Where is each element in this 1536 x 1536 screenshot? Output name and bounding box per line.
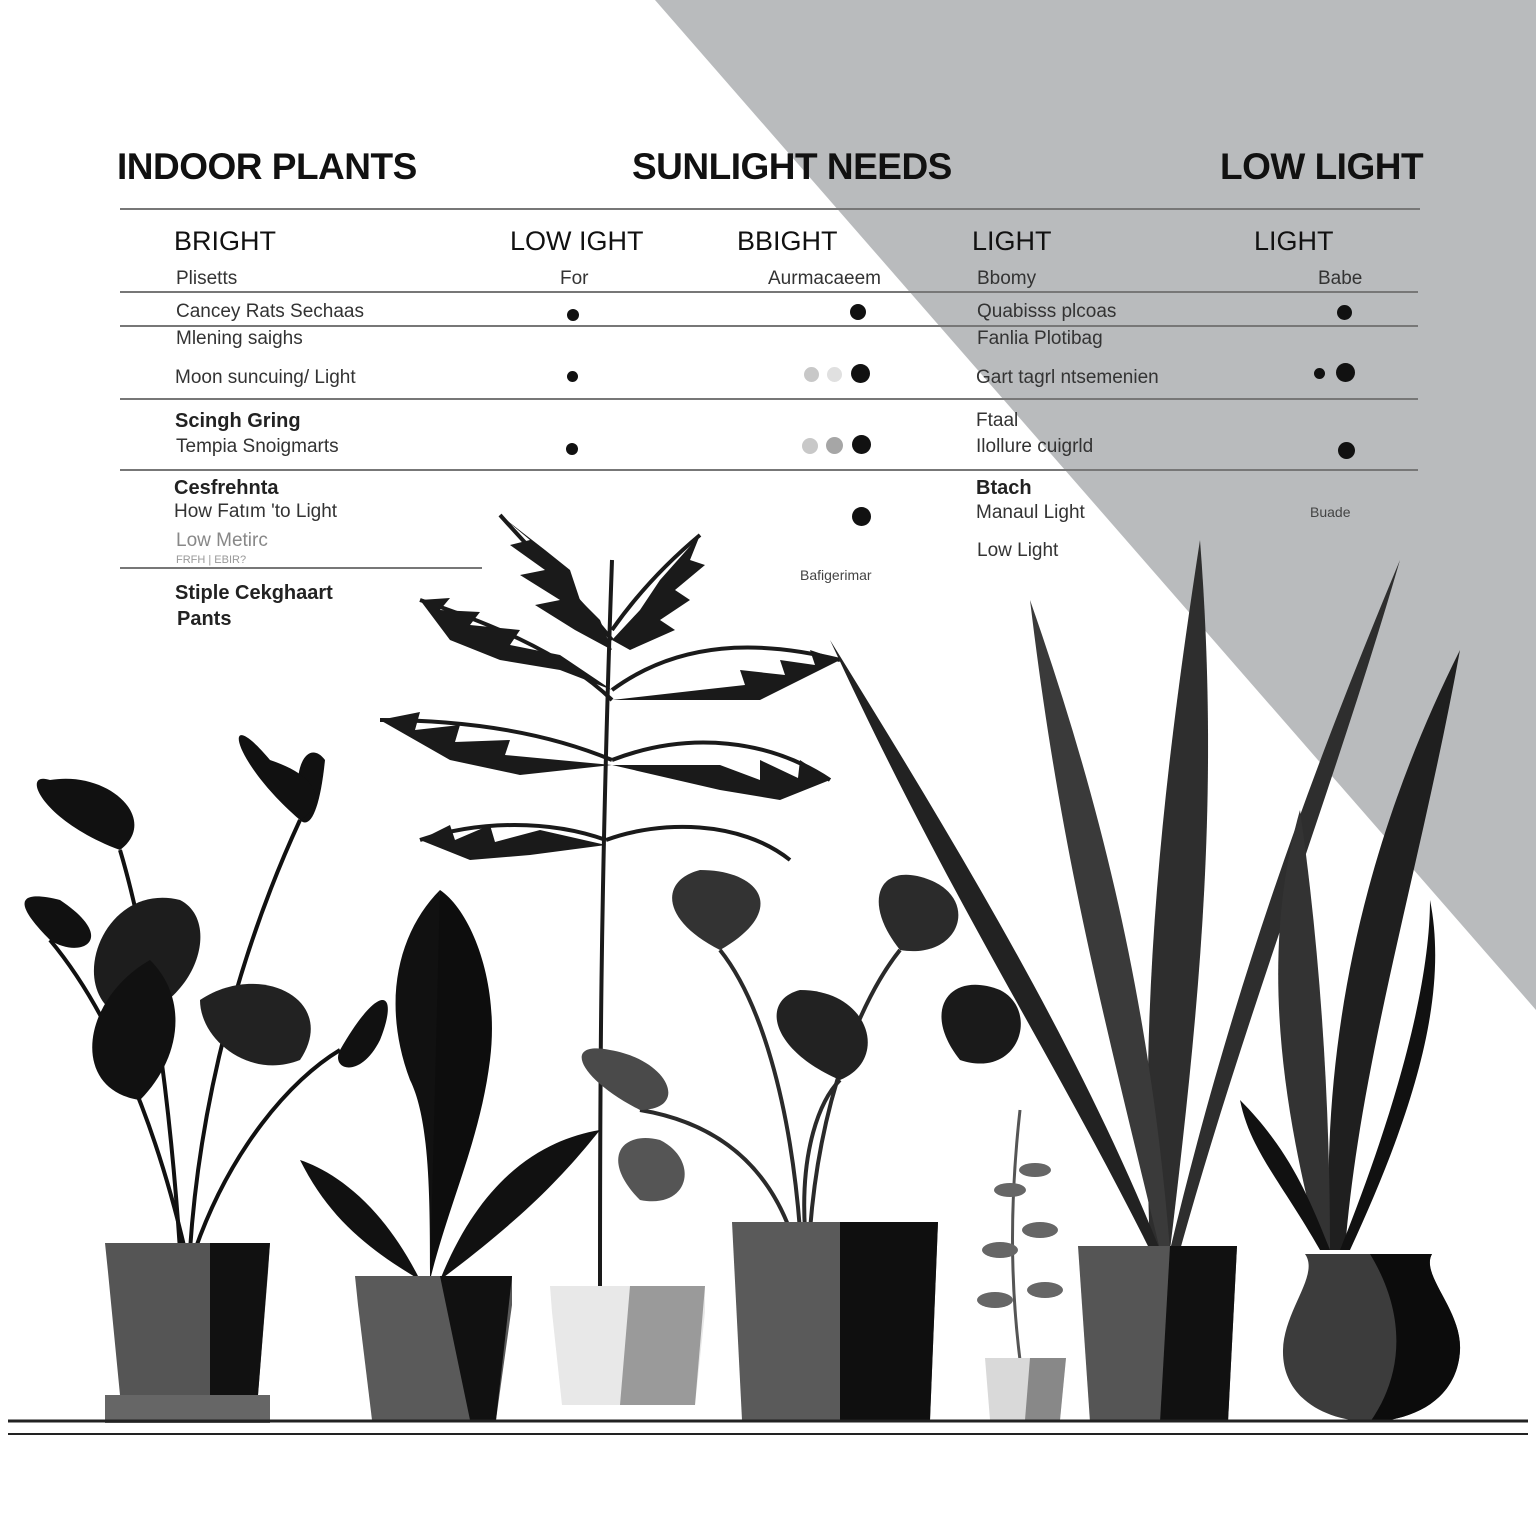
column-header: LIGHT	[972, 226, 1052, 256]
row-label: Cesfrehnta	[174, 477, 279, 499]
footer-label: Pants	[177, 608, 232, 630]
subheader: For	[560, 268, 589, 289]
row-label: Btach	[976, 477, 1032, 499]
row-label: Fanlia Plotibag	[977, 328, 1103, 349]
row-label: Mlening saighs	[176, 328, 303, 349]
row-label: Ftaal	[976, 410, 1019, 431]
row-label: Cancey Rats Sechaas	[176, 301, 364, 322]
note-text: Buade	[1310, 504, 1351, 520]
row-label: Scingh Gring	[175, 410, 301, 432]
footer-label: Stiple Cekghaart	[175, 582, 333, 604]
row-label: Moon suncuing/ Light	[175, 367, 356, 388]
column-header: BRIGHT	[174, 226, 277, 256]
row-label: Low Metirc	[176, 530, 268, 551]
title-low-light: LOW LIGHT	[1220, 146, 1424, 187]
pots	[105, 1222, 1460, 1423]
row-label: How Fatım 'to Light	[174, 501, 338, 522]
title-indoor-plants: INDOOR PLANTS	[117, 146, 417, 187]
subheader: Aurmacaeem	[768, 268, 881, 289]
row-label: FRFH | EBIR?	[176, 554, 247, 566]
row-label: Ilollure cuigrld	[976, 436, 1094, 457]
monstera-plant-icon	[582, 870, 1021, 1230]
column-header: LOW IGHT	[510, 226, 644, 256]
subheader: Plisetts	[176, 268, 238, 289]
subheader: Bbomy	[977, 268, 1037, 289]
row-label: Manaul Light	[976, 502, 1085, 523]
dark-leaf-plant-icon	[300, 890, 600, 1280]
row-label: Low Light	[977, 540, 1059, 561]
broadleaf-plant-icon	[25, 735, 388, 1250]
column-header: BBIGHT	[737, 226, 838, 256]
row-label: Tempia Snoigmarts	[176, 436, 339, 457]
small-sprig-plant-icon	[977, 1110, 1063, 1360]
column-header: LIGHT	[1254, 226, 1334, 256]
note-text: Bafigerimar	[800, 567, 872, 583]
subheader: Babe	[1318, 268, 1363, 289]
row-label: Quabisss plcoas	[977, 301, 1117, 322]
title-sunlight-needs: SUNLIGHT NEEDS	[632, 146, 952, 187]
row-label: Gart tagrl ntsemenien	[976, 367, 1159, 388]
